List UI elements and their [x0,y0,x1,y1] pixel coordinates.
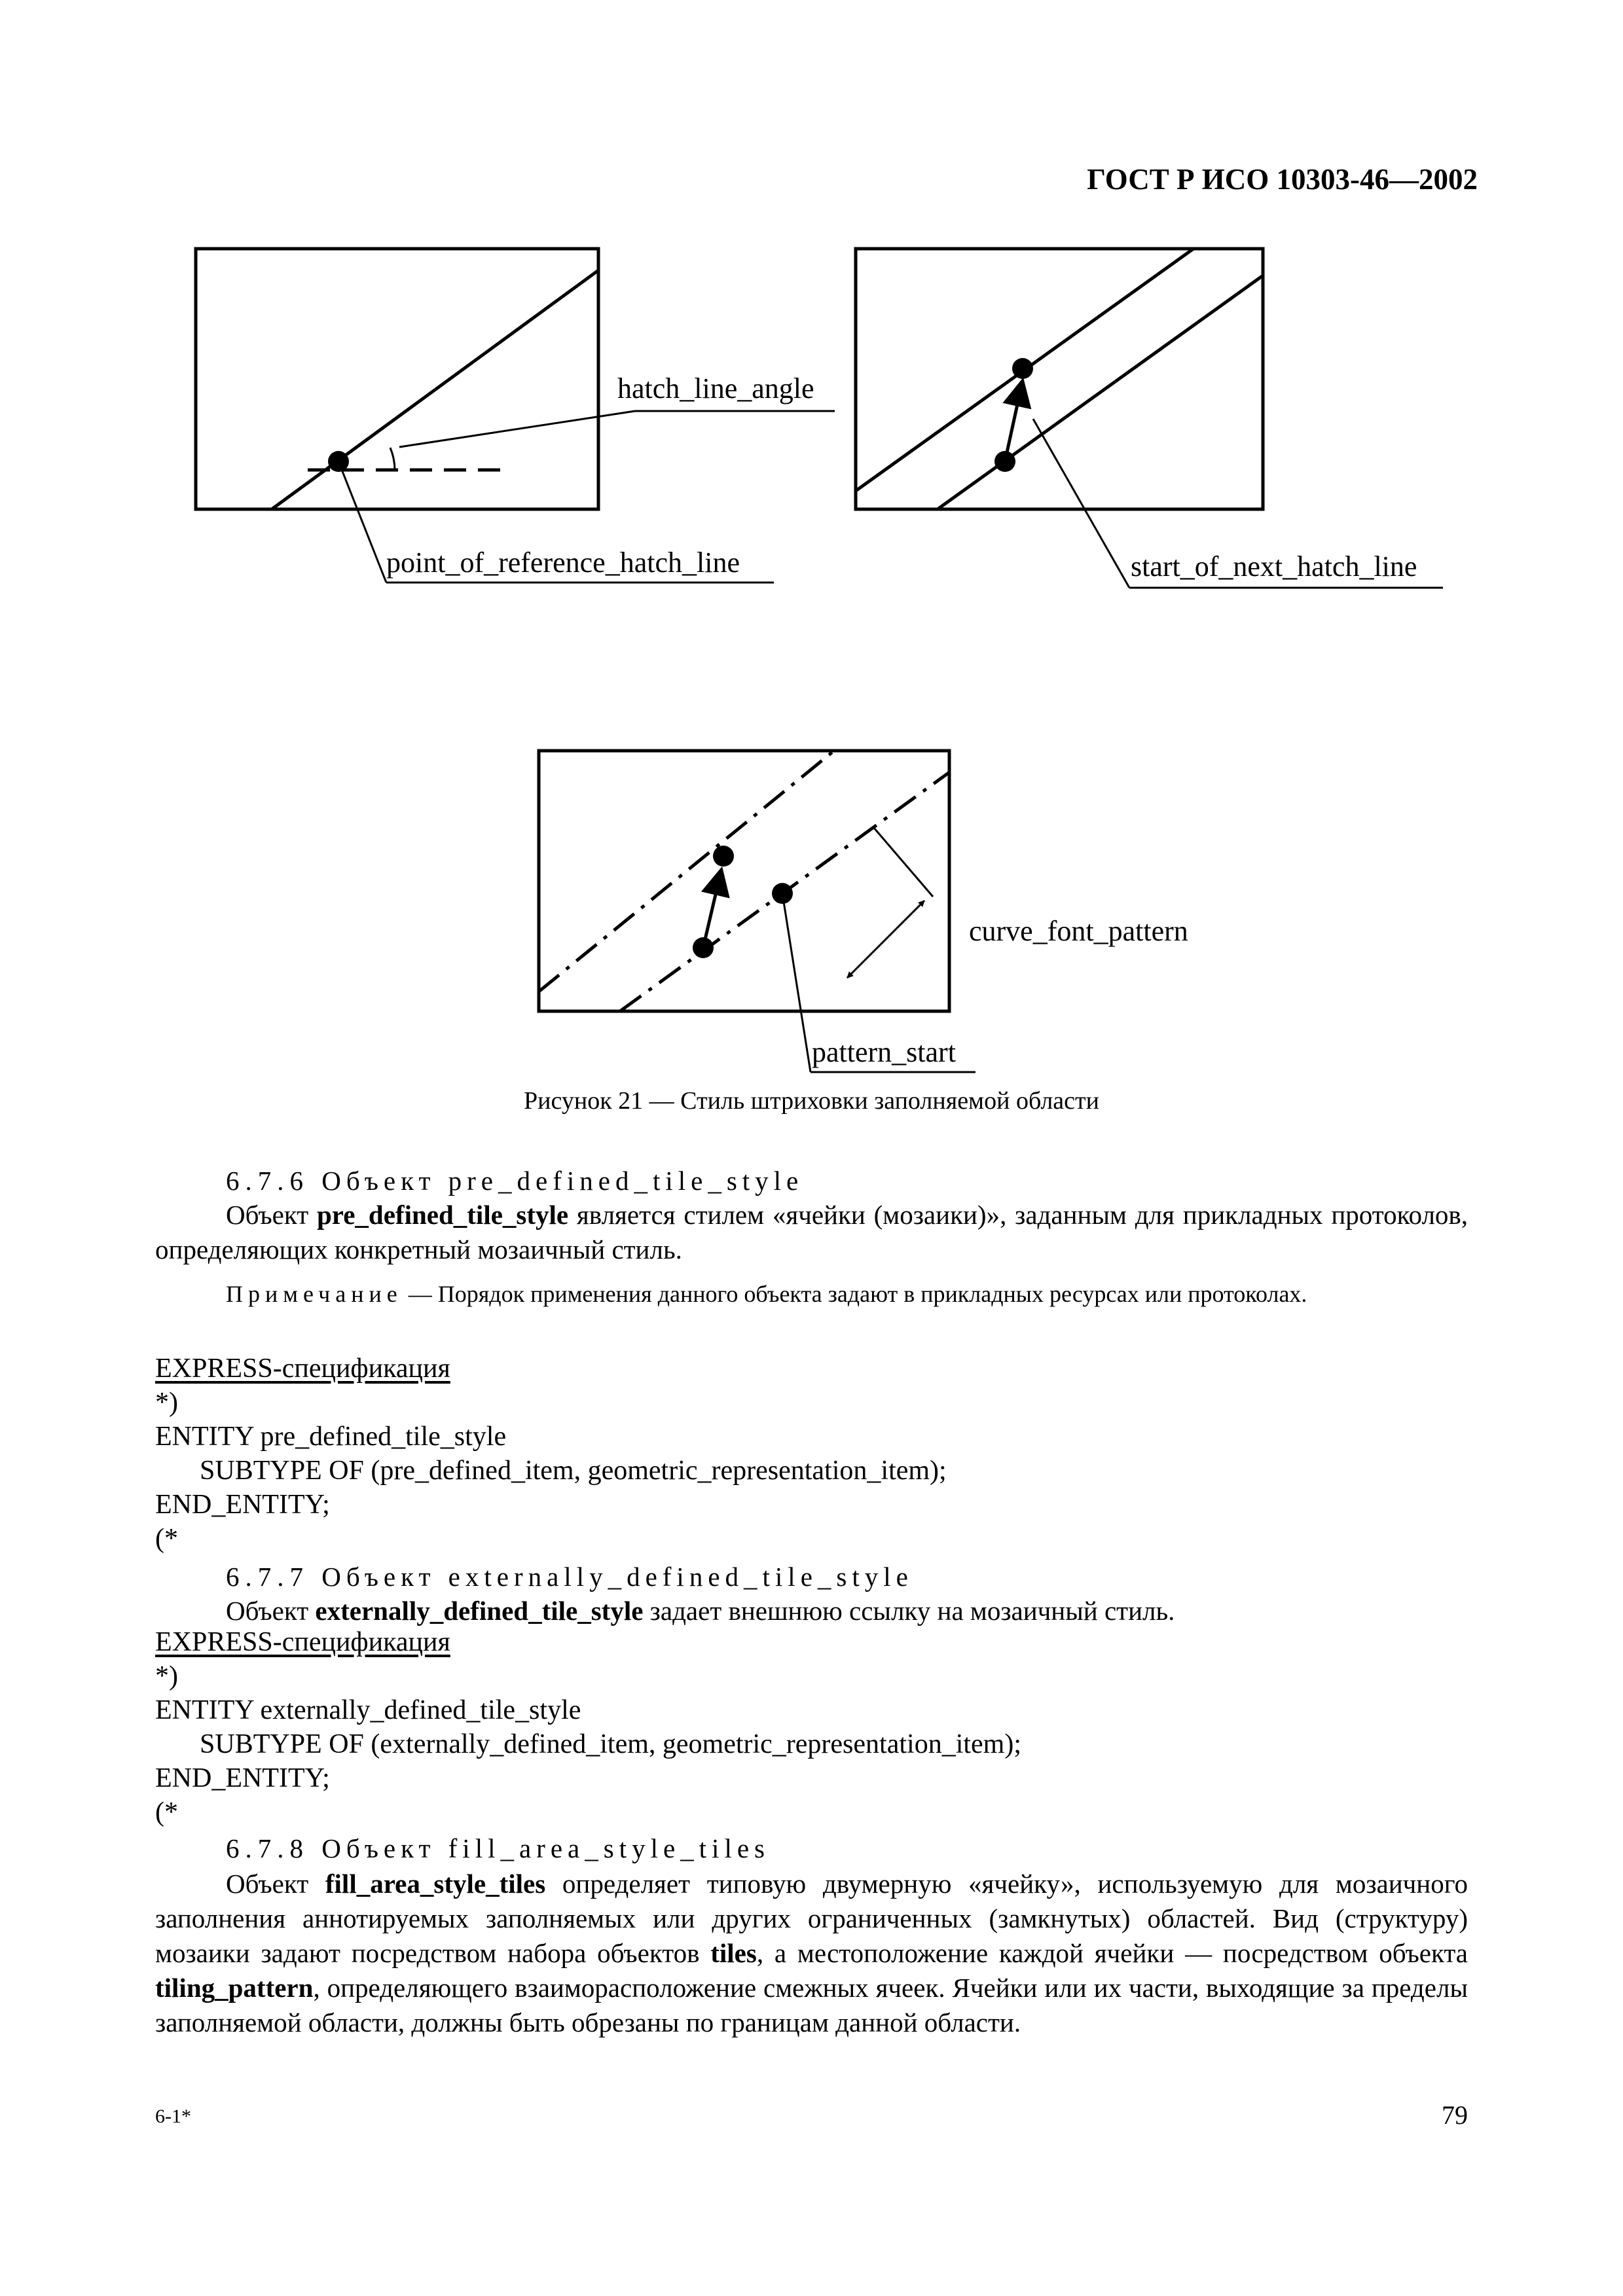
label-point-of-reference: point_of_reference_hatch_line [386,547,740,579]
figure-21 [0,0,1623,1073]
section-entity: externally_defined_tile_style [448,1562,913,1592]
paragraph-676: Объект pre_defined_tile_style является стилем «ячейки (мозаики)», заданным для прикладных протоколов, определяющих конкретный мозаичный стиль. [155,1200,1468,1265]
code-line: ENTITY pre_defined_tile_style [155,1422,507,1452]
section-number: 6.7.6 [226,1166,309,1196]
section-word: Объект [321,1833,436,1863]
express-spec-label: EXPRESS-спецификация [155,1354,450,1384]
section-number: 6.7.8 [226,1833,309,1863]
label-pattern-start: pattern_start [812,1036,956,1068]
paragraph-678: Объект fill_area_style_tiles определяет типовую двумерную «ячейку», используемую для мозаичного заполнения аннотируемых заполняемых или других ограниченных (замкнутых) областей. Вид (структуру) мозаики задают посредством набора объектов tiles, а местоположение каждой ячейки — посредством объекта tiling_pattern, определяющего взаиморасположение смежных ячеек. Ячейки или их части, выходящие за пределы заполняемой области, должны быть обрезаны по границам данной области. [155,1869,1468,2037]
panel-next-hatch [856,249,1443,588]
code-line: END_ENTITY; [155,1763,330,1793]
figure-caption: Рисунок 21 — Стиль штриховки заполняемой области [524,1087,1099,1115]
label-curve-font-pattern: curve_font_pattern [969,915,1188,947]
express-block-677 [155,1625,1021,1829]
code-line: *) [155,1388,178,1418]
note-676: Примечание — Порядок применения данного объекта задают в прикладных ресурсах или протоколах. [226,1281,1307,1307]
entity-name: fill_area_style_tiles [325,1869,546,1899]
panel-pattern [539,751,976,1072]
panel-hatch-angle [196,249,835,583]
section-heading-676 [226,1165,803,1196]
standard-header: ГОСТ Р ИСО 10303-46—2002 [1087,163,1478,196]
entity-name: tiling_pattern [155,1973,314,2003]
entity-name: externally_defined_tile_style [315,1596,644,1626]
code-line: (* [155,1797,178,1827]
code-line: ENTITY externally_defined_tile_style [155,1695,581,1725]
section-word: Объект [321,1562,436,1592]
section-number: 6.7.7 [226,1562,309,1592]
section-heading-677 [226,1561,913,1592]
footer-signature: 6-1* [155,2106,191,2127]
section-word: Объект [321,1166,436,1196]
entity-name: pre_defined_tile_style [316,1200,569,1230]
code-line: *) [155,1661,178,1691]
section-entity: pre_defined_tile_style [448,1166,804,1196]
express-block-676 [155,1352,947,1556]
page-number: 79 [1442,2100,1468,2130]
code-line: (* [155,1524,178,1554]
label-hatch-line-angle: hatch_line_angle [617,372,814,404]
section-heading-678 [226,1833,770,1864]
note-label: Примечание [226,1281,403,1307]
label-start-of-next: start_of_next_hatch_line [1131,550,1417,583]
express-spec-label: EXPRESS-спецификация [155,1627,450,1657]
section-entity: fill_area_style_tiles [448,1833,770,1863]
code-line: END_ENTITY; [155,1490,330,1520]
paragraph-677: Объект externally_defined_tile_style задает внешнюю ссылку на мозаичный стиль. [226,1596,1175,1626]
entity-name: tiles [710,1938,757,1968]
code-line: SUBTYPE OF (pre_defined_item, geometric_representation_item); [200,1456,947,1486]
code-line: SUBTYPE OF (externally_defined_item, geometric_representation_item); [200,1729,1021,1759]
